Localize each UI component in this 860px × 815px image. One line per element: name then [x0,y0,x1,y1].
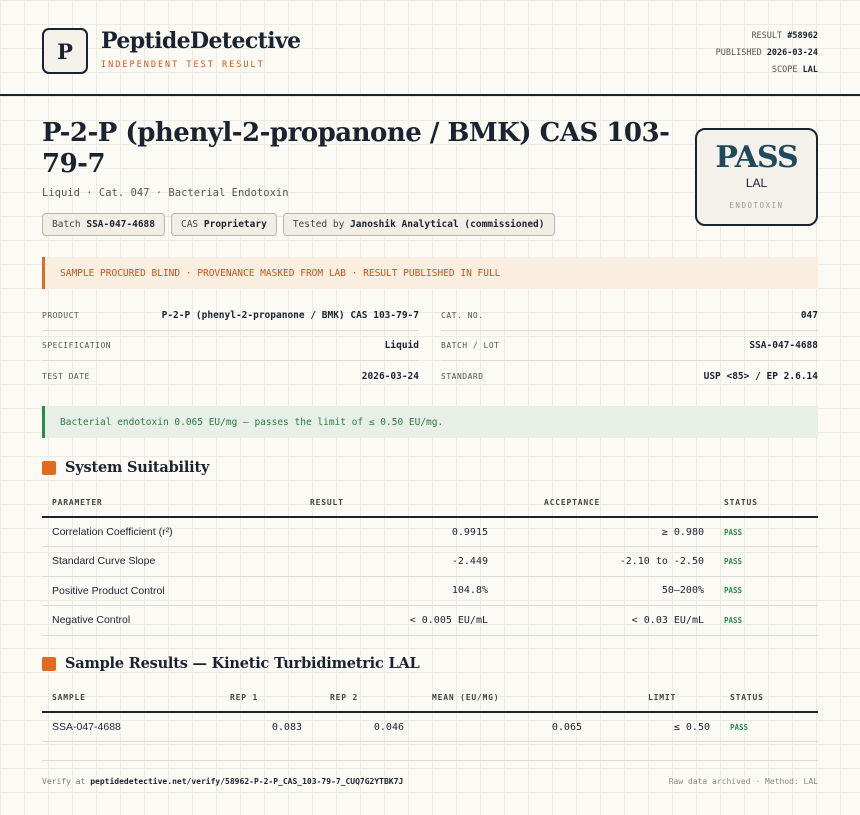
col-mean: MEAN (EU/MG) [414,683,592,712]
section-title: Sample Results — Kinetic Turbidimetric LAL [65,655,420,672]
verify-link[interactable]: peptidedetective.net/verify/58962-P-2-P_CAS_103-79-7_CUQ7G2YTBK7J [90,777,404,786]
table-row: Positive Product Control 104.8% 50–200% PASS [42,576,818,606]
footer-divider [42,760,818,761]
info-row-standard: STANDARD USP <85> / EP 2.6.14 [441,370,818,382]
col-limit: LIMIT [592,683,720,712]
table-row: Correlation Coefficient (r²) 0.9915 ≥ 0.980 PASS [42,517,818,547]
brand-name: PeptideDetective [101,28,301,54]
col-result: RESULT [282,488,498,517]
table-header-row [42,683,818,712]
status-badge: PASS [714,547,818,577]
result-summary: Bacterial endotoxin 0.065 EU/mg — passes the limit of ≤ 0.50 EU/mg. [42,406,818,438]
table-row: Negative Control < 0.005 EU/mL < 0.03 EU/mL PASS [42,606,818,636]
table-row: Standard Curve Slope -2.449 -2.10 to -2.50 PASS [42,547,818,577]
meta-scope: SCOPE LAL [771,65,818,75]
status-badge: PASS [714,606,818,636]
report-meta [716,28,818,79]
section-marker-icon [42,657,56,671]
table-header-row [42,488,818,517]
status-badge: PASS [714,517,818,547]
chip-cas: CAS Proprietary [171,213,277,236]
chip-tested-by: Tested by Janoshik Analytical (commissioned) [283,213,555,236]
info-left [42,301,419,391]
info-row-test-date: TEST DATE 2026-03-24 [42,370,419,382]
col-status: STATUS [714,488,818,517]
col-acceptance: ACCEPTANCE [498,488,714,517]
samples-table [42,683,818,742]
logo: P [42,28,88,74]
chip-batch: Batch SSA-047-4688 [42,213,165,236]
suitability-table [42,488,818,636]
info-row-batch-lot: BATCH / LOT SSA-047-4688 [441,331,818,361]
status-badge: PASS [714,576,818,606]
info-row-specification: SPECIFICATION Liquid [42,331,419,361]
verdict-method: LAL [745,176,768,190]
brand-tagline: INDEPENDENT TEST RESULT [101,60,265,70]
product-subtitle: Liquid · Cat. 047 · Bacterial Endotoxin [42,187,289,199]
info-row-cat-no: CAT. NO. 047 [441,301,818,331]
product-chips [42,213,555,236]
section-marker-icon [42,461,56,475]
meta-published: PUBLISHED 2026-03-24 [715,48,818,58]
col-sample: SAMPLE [42,683,212,712]
blind-notice: SAMPLE PROCURED BLIND · PROVENANCE MASKED FROM LAB · RESULT PUBLISHED IN FULL [42,257,818,289]
col-parameter: PARAMETER [42,488,282,517]
verdict-test: ENDOTOXIN [729,201,784,210]
verdict-badge [695,128,818,226]
table-row: SSA-047-4688 0.083 0.046 0.065 ≤ 0.50 PASS [42,712,818,742]
footer-archive: Raw data archived · Method: LAL [668,777,818,786]
col-rep2: REP 2 [312,683,414,712]
report-header [0,0,860,96]
section-system-suitability [42,459,209,476]
product-title: P-2-P (phenyl-2-propanone / BMK) CAS 103-79-7 [42,118,670,179]
col-status: STATUS [720,683,818,712]
info-right [441,301,818,391]
status-badge: PASS [720,712,818,742]
meta-result: RESULT #58962 [751,31,818,41]
verdict-word: PASS [715,140,798,175]
section-title: System Suitability [65,459,210,476]
section-sample-results [42,655,420,672]
col-rep1: REP 1 [212,683,312,712]
info-row-product: PRODUCT P-2-P (phenyl-2-propanone / BMK) CAS 103-79-7 [42,301,419,331]
footer-verify: Verify at peptidedetective.net/verify/58962-P-2-P_CAS_103-79-7_CUQ7G2YTBK7J [42,777,404,786]
